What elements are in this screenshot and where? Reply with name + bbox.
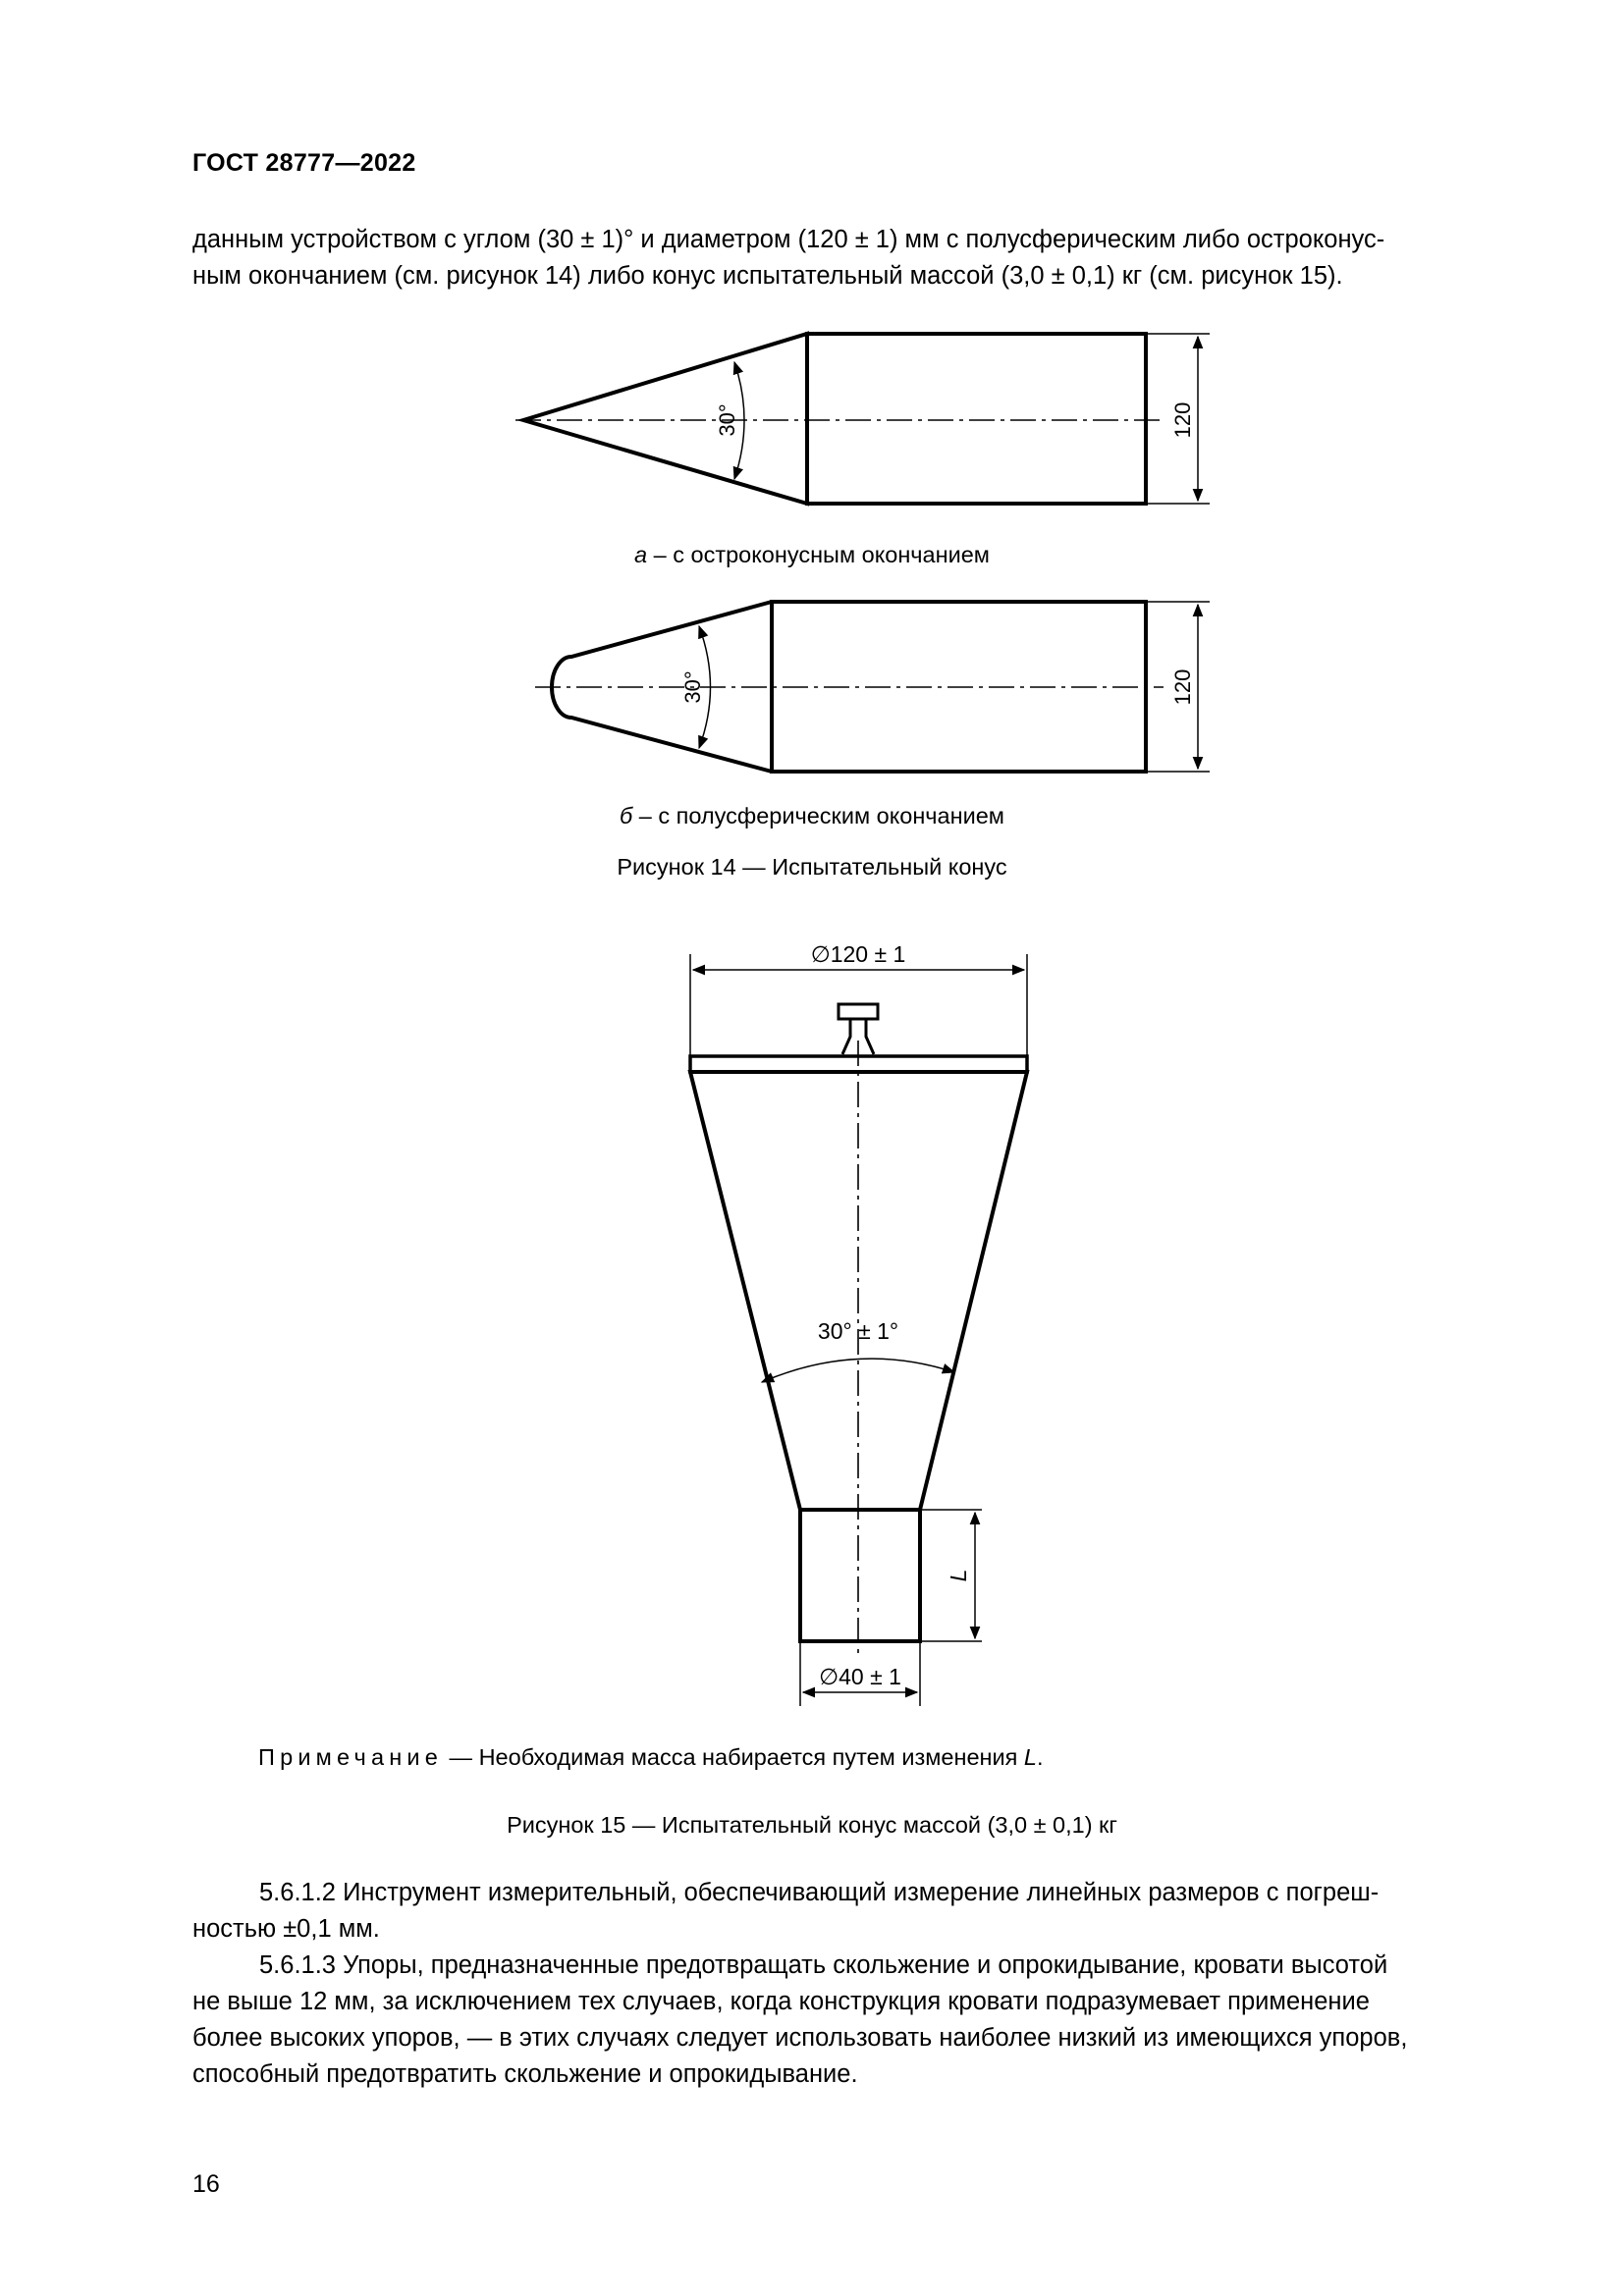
- figure14a-drawing: [515, 334, 1210, 504]
- note-label: Примечание: [258, 1744, 444, 1770]
- caption-14a: [0, 542, 1624, 568]
- figure14-title: Рисунок 14 — Испытательный конус: [617, 854, 1007, 880]
- figure14b-drawing: [535, 602, 1210, 772]
- document-header: ГОСТ 28777—2022: [192, 149, 416, 177]
- figure15-drawing: [690, 941, 1027, 1706]
- top-dim-label: ∅120 ± 1: [810, 941, 906, 967]
- angle-label-a: 30°: [715, 403, 739, 437]
- section-5613: [192, 1948, 1508, 2093]
- angle-label-b: 30°: [680, 670, 705, 704]
- caption-14a-text: – с остроконусным окончанием: [647, 542, 990, 567]
- length-label: L: [946, 1569, 971, 1582]
- note-end: .: [1036, 1744, 1044, 1770]
- section-5613-line-2: не выше 12 мм, за исключением тех случаев, когда конструкция кровати подразумевает применение: [192, 1988, 1370, 2015]
- section-5612: [192, 1875, 1508, 1948]
- intro-line-1: данным устройством с углом (30 ± 1)° и диаметром (120 ± 1) мм с полусферическим либо остроконус-: [192, 226, 1385, 253]
- page-number: 16: [192, 2170, 220, 2198]
- caption-14a-letter: а: [634, 542, 648, 567]
- cone-pointed-tip: [523, 334, 807, 504]
- handle-knob: [839, 1004, 878, 1019]
- caption-14b: [0, 803, 1624, 829]
- note-var: L: [1023, 1744, 1037, 1770]
- section-5612-line-1: 5.6.1.2 Инструмент измерительный, обеспечивающий измерение линейных размеров с погреш-: [259, 1879, 1380, 1906]
- figure15-note: [258, 1744, 1044, 1771]
- section-5612-line-2: ностью ±0,1 мм.: [192, 1915, 380, 1943]
- cylinder-body-a: [807, 334, 1146, 504]
- note-text: — Необходимая масса набирается путем изменения: [443, 1744, 1024, 1770]
- angle-label-15: 30° ± 1°: [817, 1318, 899, 1344]
- bottom-cylinder: [800, 1510, 920, 1641]
- section-5613-line-1: 5.6.1.3 Упоры, предназначенные предотвращать скольжение и опрокидывание, кровати высотой: [259, 1951, 1388, 1979]
- dim-label-b: 120: [1170, 668, 1195, 706]
- figure15-title: Рисунок 15 — Испытательный конус массой (3,0 ± 0,1) кг: [507, 1812, 1117, 1838]
- caption-14b-text: – с полусферическим окончанием: [632, 803, 1004, 828]
- section-5613-line-4: способный предотвратить скольжение и опрокидывание.: [192, 2060, 858, 2088]
- section-5613-line-3: более высоких упоров, — в этих случаях следует использовать наиболее низкий из имеющихся упоров,: [192, 2024, 1408, 2052]
- bottom-dim-label: ∅40 ± 1: [819, 1664, 901, 1689]
- caption-14b-letter: б: [620, 803, 633, 828]
- intro-line-2: ным окончанием (см. рисунок 14) либо конус испытательный массой (3,0 ± 0,1) кг (см. рисунок 15).: [192, 262, 1343, 290]
- dim-label-a: 120: [1170, 401, 1195, 439]
